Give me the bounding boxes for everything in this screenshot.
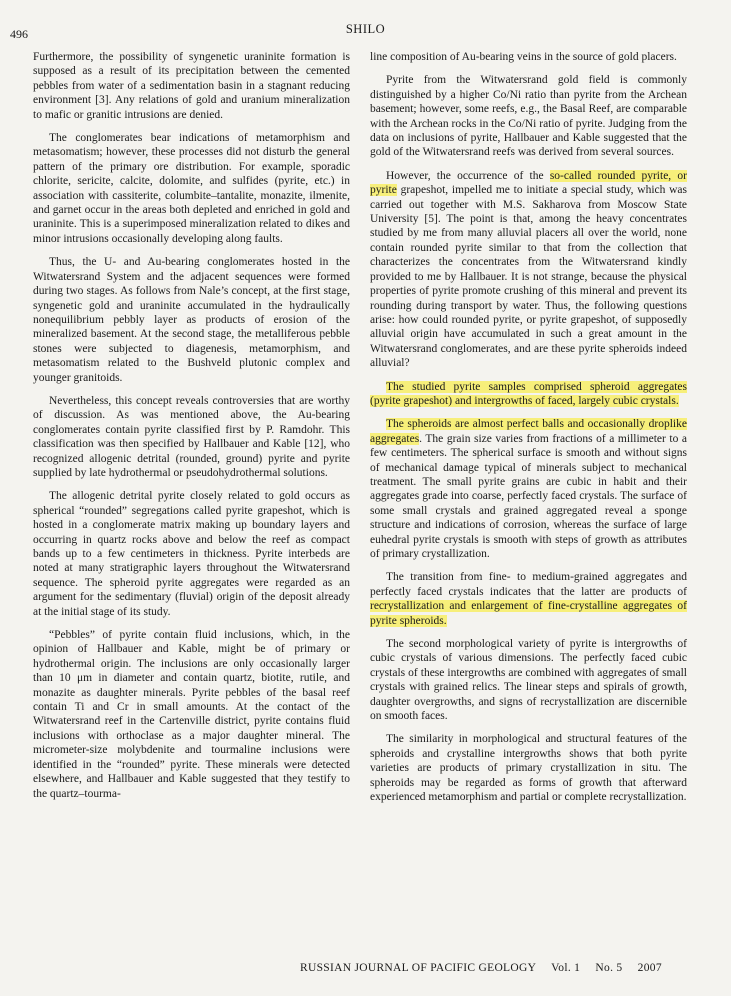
running-title: SHILO [345,22,386,36]
paragraph: Nevertheless, this concept reveals controversies that are worthy of discussion. As was mentioned above, the Au-bearing conglomerates contain pyrite classified first by P. Ramdohr. This classification was then specified by Hallbauer and Kable [12], who recognized allogenic detrital (rounded, ground) pyrite and pyrite supplied by late hydrothermal or pseudohydrothermal solutions. [33,394,350,479]
text-run: grapeshot, impelled me to initiate a special study, which was carried out together with M.S. Sakharova from Moscow State University [5]. The point is that, among the heavy concentrates studied by me from many alluvial placers all over the world, none contain rounded pyrite similar to that from the collection that characterizes the concentrates from the Witwatersrand kindly provided to me by Hallbauer. It is not strange, because the physical properties of pyrite promote crushing of this mineral and prevent its rounding during transport by water. Thus, the following questions arise: how could rounded pyrite, or pyrite grapeshot, of supposedly alluvial origin have accumulated in such a great amount in the Witwatersrand conglomerates, and are these pyrite spheroids indeed alluvial? [370,184,687,370]
journal-name: RUSSIAN JOURNAL OF PACIFIC GEOLOGY [300,962,537,974]
highlighted-text: The studied pyrite samples comprised spheroid aggregates (pyrite grapeshot) and intergrowths of faced, largely cubic crystals. [370,380,687,407]
paragraph [370,417,687,561]
paragraph: line composition of Au-bearing veins in the source of gold placers. [370,51,677,63]
text-run: . The grain size varies from fractions of a millimeter to a few centimeters. The spherical surface is smooth and without signs of mechanical damage typical of minerals subject to mechanical treatment. The small pyrite grains are cubic in habit and their aggregates grade into coarse, perfectly faced crystals. The surface of some small crystals and grained aggregated reveal a sponge structure and indications of corrosion, whereas the surface of large euhedral pyrite crystals is smooth with steps of growth as attributes of primary crystallization. [370,432,687,560]
paragraph: The second morphological variety of pyrite is intergrowths of cubic crystals of various dimensions. The perfectly faced cubic crystals of these intergrowths are combined with aggregates of small crystals with grained relics. The linear steps and spirals of growth, daughter overgrowths, and signs of recrystallization are discernible on smooth faces. [370,638,687,723]
journal-volume: Vol. 1 [551,962,581,974]
journal-number: No. 5 [595,962,623,974]
paragraph: Pyrite from the Witwatersrand gold field is commonly distinguished by a higher Co/Ni ratio than pyrite from the Archean basement; however, some reefs, e.g., the Basal Reef, are comparable with the Archean rocks in the Co/Ni ratio of pyrite. Judging from the data on inclusions of pyrite, Hallbauer and Kable suggested that the gold of the Witwatersrand reefs was derived from several sources. [370,74,687,159]
paragraph: The similarity in morphological and structural features of the spheroids and crystalline intergrowths shows that both pyrite varieties are products of primary crystallization in situ. The spheroids may be regarded as forms of growth that afterward experienced metamorphism and partial or complete recrystallization. [370,733,687,804]
paragraph: The conglomerates bear indications of metamorphism and metasomatism; however, these processes did not disturb the general pattern of the primary ore distribution. For example, sporadic chlorite, sericite, calcite, dolomite, and sulfides (pyrite, etc.) in association with cassiterite, columbite–tantalite, monazite, ilmenite, and garnet occur in the areas both depleted and enriched in gold and uraninite. This is a superimposed mineralization related to dikes and minor intrusions occasionally developing along faults. [33,132,350,245]
journal-year: 2007 [637,962,662,974]
highlighted-text: so-called rounded pyrite, or pyrite [370,169,687,197]
left-column [33,50,350,810]
paragraph [370,380,687,409]
text-run: The transition from fine- to medium-grained aggregates and perfectly faced crystals indicates that the latter are products of [370,571,687,598]
page-number: 496 [10,27,28,41]
right-column [370,50,687,814]
highlighted-text: recrystallization and enlargement of fine-crystalline aggregates of pyrite spheroids. [370,600,687,627]
paragraph: “Pebbles” of pyrite contain fluid inclusions, which, in the opinion of Hallbauer and Kable, might be of primary or hydrothermal origin. The inclusions are only occasionally larger than 10 μm in diameter and contain quartz, biotite, rutile, and monazite as daughter minerals. Pyrite pebbles of the basal reef contain Ti and Cr in small amounts. At the contact of the Witwatersrand reef in the Cartenville district, pyrite contains fluid inclusions with orthoclase as a major daughter mineral. The micrometer-size molybdenite and tourmaline inclusions were identified in the “rounded” pyrite. These minerals were detected elsewhere, and Hallbauer and Kable suggested that they testify to the quartz–tourma- [33,629,350,800]
paragraph: Furthermore, the possibility of syngenetic uraninite formation is supposed as a result of its precipitation between the cemented pebbles from water of a sedimentation basin in a stagnant reducing environment [3]. Any relations of gold and uranium mineralization to mafic or granitic intrusions are denied. [33,51,350,121]
paragraph: The allogenic detrital pyrite closely related to gold occurs as spherical “rounded” segregations called pyrite grapeshot, which is hosted in a conglomerate matrix making up boundary layers and occurring in quartz rocks above and below the reef as compact bands up to a few centimeters in thickness. Pyrite interbeds are noted at many stratigraphic layers throughout the Witwatersrand sequence. The spheroid pyrite aggregates were regarded as an argument for the sedimentary (fluvial) origin of the deposit already at the initial stage of its study. [33,490,350,618]
paragraph: Thus, the U- and Au-bearing conglomerates hosted in the Witwatersrand System and the adjacent sequences were formed during two stages. As follows from Nale’s concept, at the first stage, syngenetic gold and uraninite accumulated in the hydraulically nonequilibrium pebbly layer as products of erosion of the mineralized basement. At the second stage, the metalliferous pebble stones were subjected to diagenesis, metamorphism, and metasomatism related to the Bushveld plutonic complex and younger granitoids. [33,256,350,384]
text-run: However, the occurrence of the [386,169,550,182]
paragraph [370,169,687,371]
paragraph [370,570,687,628]
journal-footer [300,962,674,974]
highlighted-text: The spheroids are almost perfect balls and occasionally droplike aggregates [370,418,687,445]
